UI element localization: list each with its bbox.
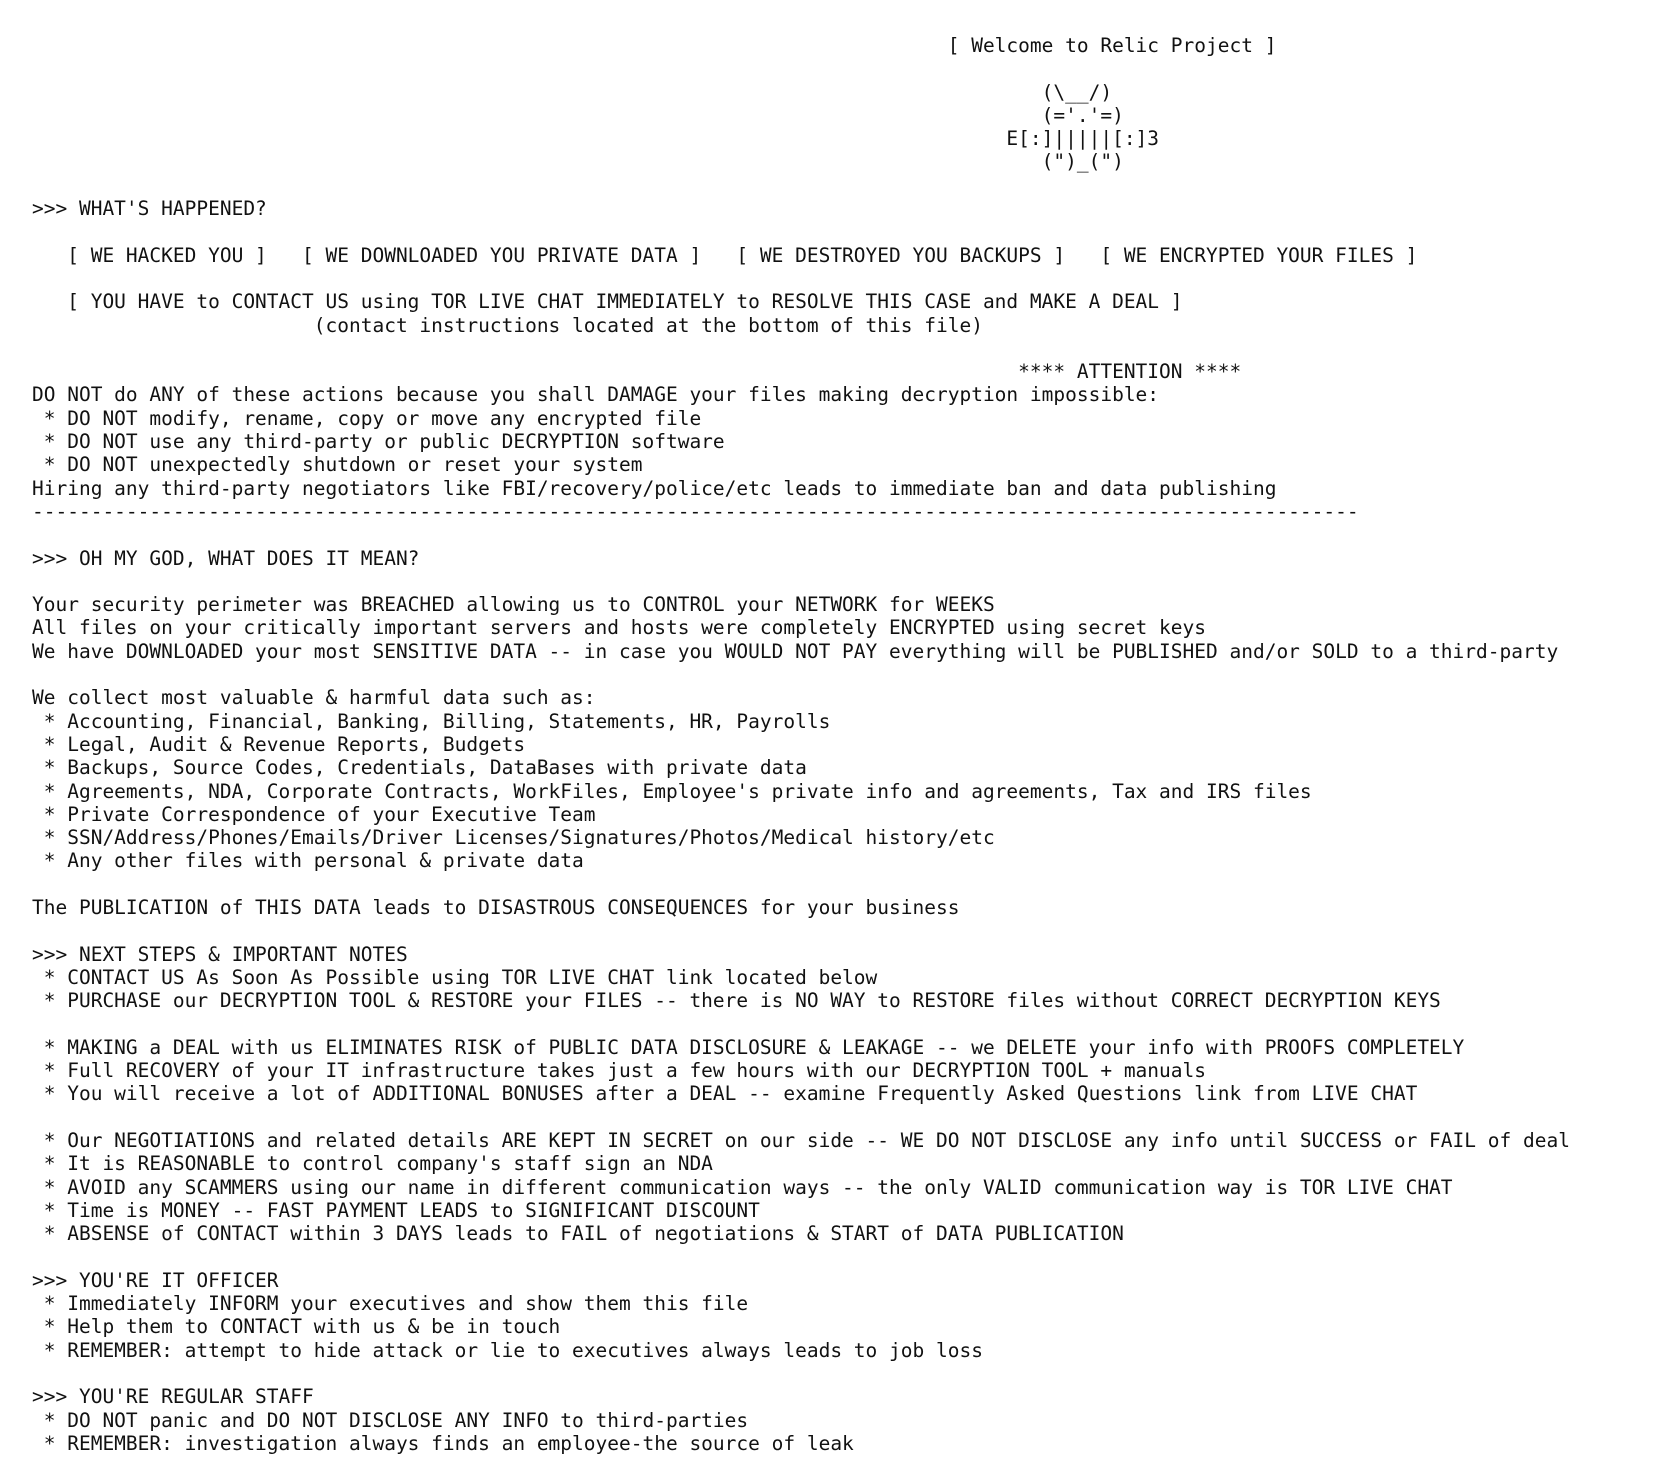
document-line: * PURCHASE our DECRYPTION TOOL & RESTORE your FILES -- there is NO WAY to RESTORE files without CORRECT DECRYPTION KEYS (32, 989, 1441, 1013)
document-line: The PUBLICATION of THIS DATA leads to DISASTROUS CONSEQUENCES for your business (32, 895, 960, 919)
document-line: (contact instructions located at the bottom of this file) (32, 313, 983, 337)
document-line (32, 919, 1570, 942)
document-line: * REMEMBER: attempt to hide attack or lie to executives always leads to job loss (32, 1338, 983, 1362)
document-line (32, 1362, 1570, 1385)
document-line: [ WE HACKED YOU ] [ WE DOWNLOADED YOU PRIVATE DATA ] [ WE DESTROYED YOU BACKUPS ] [ WE ENCRYPTED YOUR FILES ] (32, 243, 1418, 267)
document-line: * AVOID any SCAMMERS using our name in different communication ways -- the only VALID communication way is TOR LIVE CHAT (32, 1175, 1453, 1199)
document-line: * You will receive a lot of ADDITIONAL BONUSES after a DEAL -- examine Frequently Asked Questions link from LIVE CHAT (32, 1082, 1418, 1106)
document-line: (\__/) (32, 80, 1113, 104)
document-line: (")_(") (32, 150, 1124, 174)
document-line (32, 523, 1570, 546)
document-line (32, 873, 1570, 896)
document-line: * Agreements, NDA, Corporate Contracts, WorkFiles, Employee's private info and agreements, Tax and IRS files (32, 779, 1312, 803)
document-line: >>> YOU'RE IT OFFICER (32, 1268, 279, 1292)
document-line: * SSN/Address/Phones/Emails/Driver Licenses/Signatures/Photos/Medical history/etc (32, 826, 995, 850)
document-line (32, 220, 1570, 243)
document-line: * DO NOT panic and DO NOT DISCLOSE ANY INFO to third-parties (32, 1408, 749, 1432)
document-line: * Legal, Audit & Revenue Reports, Budgets (32, 732, 526, 756)
document-line: * Immediately INFORM your executives and show them this file (32, 1292, 749, 1316)
document-line: * Private Correspondence of your Executive Team (32, 802, 596, 826)
document-line: * CONTACT US As Soon As Possible using TOR LIVE CHAT link located below (32, 965, 878, 989)
document-line: [ YOU HAVE to CONTACT US using TOR LIVE CHAT IMMEDIATELY to RESOLVE THIS CASE and MAKE A DEAL ] (32, 290, 1183, 314)
document-line: * MAKING a DEAL with us ELIMINATES RISK of PUBLIC DATA DISCLOSURE & LEAKAGE -- we DELETE your info with PROOFS COMPLETELY (32, 1035, 1465, 1059)
document-line: * DO NOT use any third-party or public DECRYPTION software (32, 430, 725, 454)
document-line: Hiring any third-party negotiators like FBI/recovery/police/etc leads to immediate ban and data publishing (32, 476, 1277, 500)
document-line: E[:]|||||[:]3 (32, 127, 1160, 151)
document-line: **** ATTENTION **** (32, 360, 1242, 384)
document-line: * Help them to CONTACT with us & be in touch (32, 1315, 561, 1339)
document-line: * ABSENSE of CONTACT within 3 DAYS leads to FAIL of negotiations & START of DATA PUBLICATION (32, 1222, 1124, 1246)
document-line: >>> OH MY GOD, WHAT DOES IT MEAN? (32, 546, 420, 570)
document-line: (='.'=) (32, 103, 1124, 127)
document-line: [ Welcome to Relic Project ] (32, 34, 1277, 57)
document-line (32, 570, 1570, 593)
document-line: * Any other files with personal & private data (32, 849, 584, 873)
document-line (32, 267, 1570, 290)
document-line: We collect most valuable & harmful data such as: (32, 686, 596, 710)
document-line (32, 57, 1570, 80)
document-line (32, 1012, 1570, 1035)
document-line: * Accounting, Financial, Banking, Billing, Statements, HR, Payrolls (32, 709, 831, 733)
document-line (32, 337, 1570, 360)
document-line: >>> NEXT STEPS & IMPORTANT NOTES (32, 942, 408, 966)
document-line: * Time is MONEY -- FAST PAYMENT LEADS to SIGNIFICANT DISCOUNT (32, 1198, 760, 1222)
document-line: DO NOT do ANY of these actions because you shall DAMAGE your files making decryption impossible: (32, 383, 1160, 407)
document-line: >>> YOU'RE REGULAR STAFF (32, 1385, 314, 1409)
document-line: * REMEMBER: investigation always finds an employee-the source of leak (32, 1431, 854, 1455)
document-line (32, 663, 1570, 686)
document-line: * DO NOT unexpectedly shutdown or reset your system (32, 453, 643, 477)
document-line: * DO NOT modify, rename, copy or move any encrypted file (32, 406, 702, 430)
document-line: ----------------------------------------------------------------------------------------------------------------- (32, 499, 1359, 523)
document-line (32, 1245, 1570, 1268)
document-line: * Full RECOVERY of your IT infrastructure takes just a few hours with our DECRYPTION TOOL + manuals (32, 1059, 1206, 1083)
document-line: * Our NEGOTIATIONS and related details ARE KEPT IN SECRET on our side -- WE DO NOT DISCLOSE any info until SUCCESS or FAIL of deal (32, 1128, 1570, 1152)
document-line: We have DOWNLOADED your most SENSITIVE DATA -- in case you WOULD NOT PAY everything will be PUBLISHED and/or SOLD to a third-party (32, 639, 1559, 663)
document-line (32, 174, 1570, 197)
document-line: Your security perimeter was BREACHED allowing us to CONTROL your NETWORK for WEEKS (32, 593, 995, 617)
document-line: * Backups, Source Codes, Credentials, DataBases with private data (32, 756, 807, 780)
document-line: >>> WHAT'S HAPPENED? (32, 197, 267, 221)
document-line: All files on your critically important servers and hosts were completely ENCRYPTED using secret keys (32, 616, 1206, 640)
document-text (32, 34, 1570, 1455)
document-line: * It is REASONABLE to control company's staff sign an NDA (32, 1152, 713, 1176)
document-line (32, 1106, 1570, 1129)
